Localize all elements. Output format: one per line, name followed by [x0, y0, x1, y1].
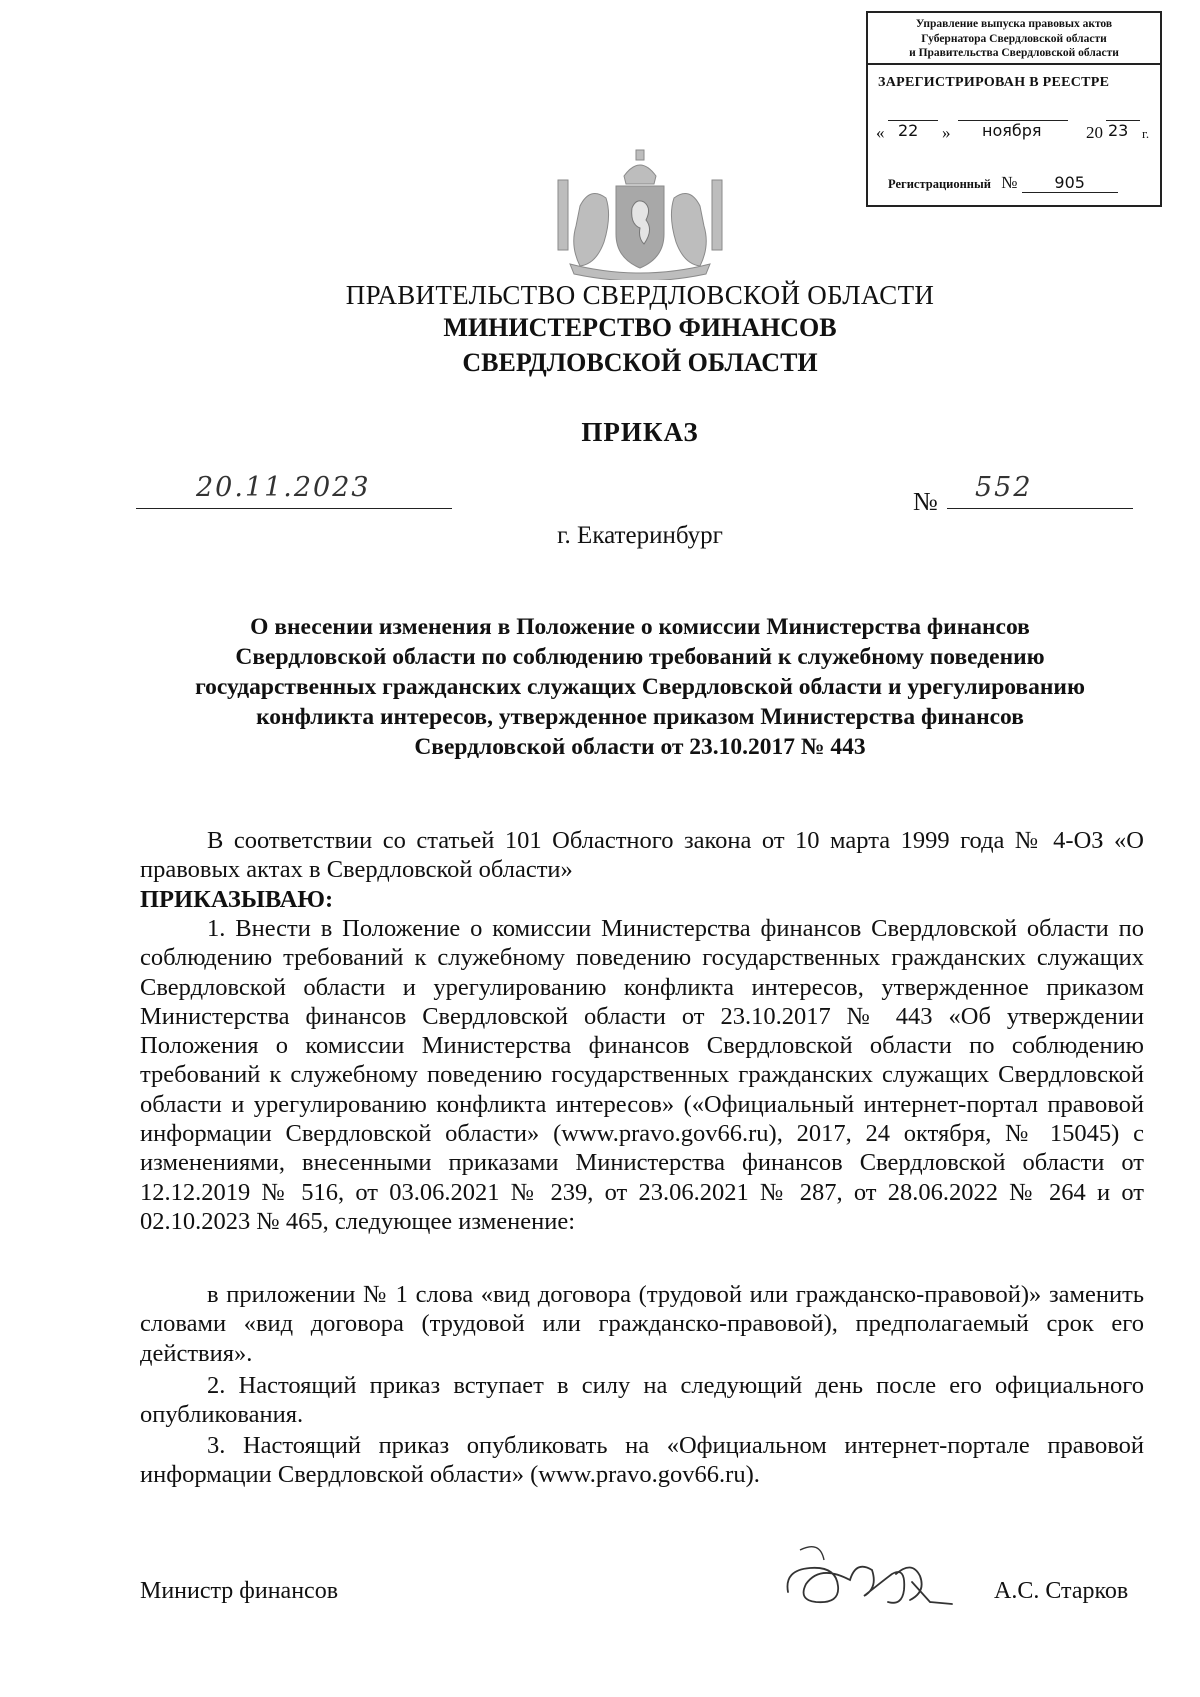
- title-line: конфликта интересов, утвержденное приказом Министерства финансов: [256, 704, 1024, 730]
- order-number-line: [947, 472, 1133, 509]
- order-number-label: №: [913, 487, 938, 516]
- command-word: ПРИКАЗЫВАЮ:: [140, 886, 334, 913]
- handwritten-signature: [780, 1540, 960, 1620]
- title-line: Свердловской области по соблюдению требований к служебному поведению: [235, 644, 1045, 670]
- stamp-reg-label: Регистрационный: [888, 177, 991, 191]
- signature-position: Министр финансов: [140, 1578, 339, 1604]
- registry-stamp: [866, 11, 1162, 207]
- title-line: Свердловской области от 23.10.2017 № 443: [414, 734, 866, 760]
- title-line: государственных гражданских служащих Свердловской области и урегулированию: [195, 674, 1085, 700]
- stamp-date-year-suffix: 23: [1108, 121, 1129, 140]
- ministry-title-line1: МИНИСТЕРСТВО ФИНАНСОВ: [443, 313, 837, 342]
- item-2: 2. Настоящий приказ вступает в силу на следующий день после его официального опубликования.: [140, 1372, 1144, 1429]
- order-number-handwritten: 552: [975, 472, 1033, 503]
- stamp-date-close-quote: »: [942, 123, 951, 142]
- ministry-title-line2: СВЕРДЛОВСКОЙ ОБЛАСТИ: [462, 348, 818, 377]
- signature-name: А.С. Старков: [994, 1578, 1129, 1604]
- stamp-header-line: Губернатора Свердловской области: [921, 32, 1107, 45]
- city: г. Екатеринбург: [557, 522, 723, 549]
- preamble: В соответствии со статьей 101 Областного закона от 10 марта 1999 года № 4-ОЗ «О правовых актах в Свердловской области»: [140, 827, 1144, 884]
- order-date-handwritten: 20.11.2023: [196, 472, 371, 503]
- item-3: 3. Настоящий приказ опубликовать на «Официальном интернет-портале правовой информации Свердловской области» (www.pravo.gov66.ru).: [140, 1432, 1144, 1489]
- stamp-registered-label: ЗАРЕГИСТРИРОВАН В РЕЕСТРЕ: [878, 75, 1110, 90]
- order-date-line: [136, 472, 452, 509]
- stamp-header-line: Управление выпуска правовых актов: [915, 18, 1113, 30]
- stamp-date-year-label: г.: [1142, 126, 1150, 141]
- stamp-header-line: и Правительства Свердловской области: [909, 47, 1119, 59]
- stamp-date-day: 22: [898, 121, 919, 140]
- stamp-date-month: ноября: [982, 121, 1042, 140]
- stamp-reg-number-value: 905: [1022, 173, 1118, 193]
- stamp-date-year-prefix: 20: [1086, 123, 1103, 142]
- stamp-header: [868, 13, 1160, 65]
- government-title: ПРАВИТЕЛЬСТВО СВЕРДЛОВСКОЙ ОБЛАСТИ: [345, 280, 935, 310]
- document-title: [120, 612, 1160, 762]
- stamp-reg-no-sign: №: [1001, 173, 1018, 192]
- document-type: ПРИКАЗ: [581, 417, 699, 447]
- title-line: О внесении изменения в Положение о комиссии Министерства финансов: [250, 614, 1030, 640]
- stamp-date-open-quote: «: [876, 123, 885, 142]
- item-1-change: в приложении № 1 слова «вид договора (трудовой или гражданско-правовой)» заменить словами «вид договора (трудовой или гражданско-правовой), предполагаемый срок его действия».: [140, 1281, 1144, 1367]
- stamp-reg-number: [888, 173, 1118, 193]
- item-1: 1. Внести в Положение о комиссии Министерства финансов Свердловской области по соблюдению требований к служебному поведению государственных гражданских служащих Свердловской области и урегулированию конфликта интересов, утвержденное приказом Министерства финансов Свердловской области от 23.10.2017 № 443 «Об утверждении Положения о комиссии Министерства финансов Свердловской области по соблюдению требований к служебному поведению государственных гражданских служащих Свердловской области и урегулированию конфликта интересов» («Официальный интернет-портал правовой информации Свердловской области» (www.pravo.gov66.ru), 2017, 24 октября, № 15045) с изменениями, внесенными приказами Министерства финансов Свердловской области от 12.12.2019 № 516, от 03.06.2021 № 239, от 23.06.2021 № 287, от 28.06.2022 № 264 и от 02.10.2023 № 465, следующее изменение:: [140, 915, 1144, 1235]
- coat-of-arms-emblem: [540, 146, 740, 280]
